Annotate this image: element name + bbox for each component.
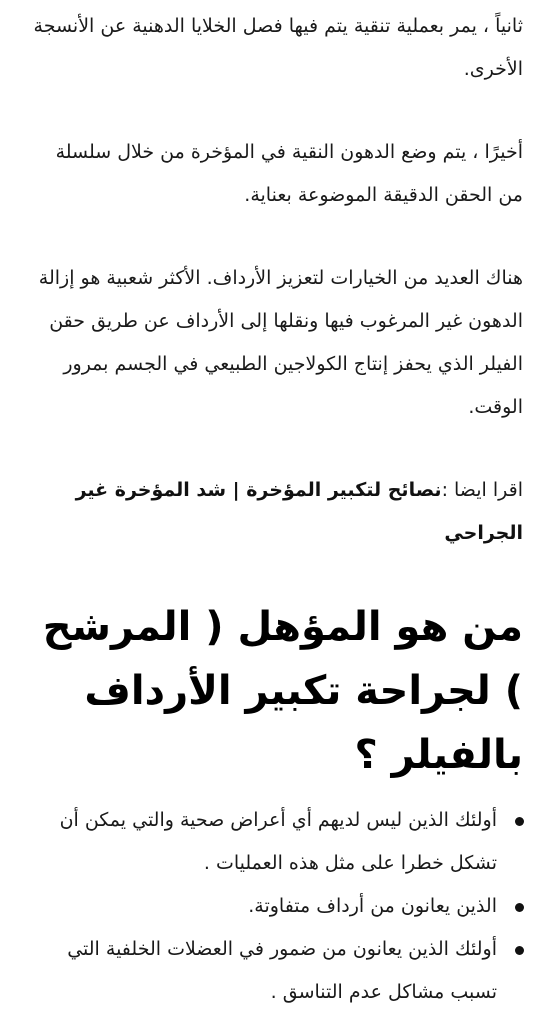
list-item-text: الذين يعانون من أرداف متفاوتة. — [248, 895, 497, 917]
read-also-label: اقرا ايضا : — [441, 479, 523, 501]
bullet-icon — [515, 817, 524, 826]
read-also — [28, 469, 523, 555]
list-item — [28, 928, 497, 1014]
list-item-text: أولئك الذين يعانون من ضمور في العضلات الخلفية التي تسبب مشاكل عدم التناسق . — [67, 938, 497, 1003]
read-also-link[interactable]: نصائح لتكبير المؤخرة | شد المؤخرة غير الجراحي — [75, 479, 523, 544]
paragraph-options: هناك العديد من الخيارات لتعزيز الأرداف. الأكثر شعبية هو إزالة الدهون غير المرغوب فيها ونقلها إلى الأرداف عن طريق حقن الفيلر الذي يحفز إنتاج الكولاجين الطبيعي في الجسم بمرور الوقت. — [38, 267, 523, 418]
candidate-list — [28, 799, 523, 1014]
paragraph-injection: أخيرًا ، يتم وضع الدهون النقية في المؤخرة من خلال سلسلة من الحقن الدقيقة الموضوعة بعناية. — [55, 141, 523, 206]
list-item-text: أولئك الذين ليس لديهم أي أعراض صحية والتي يمكن أن تشكل خطرا على مثل هذه العمليات . — [59, 809, 497, 874]
list-item — [28, 799, 497, 885]
list-item — [28, 885, 497, 928]
section-heading: من هو المؤهل ( المرشح ) لجراحة تكبير الأرداف بالفيلر ؟ — [42, 604, 523, 778]
bullet-icon — [515, 903, 524, 912]
bullet-icon — [515, 946, 524, 955]
article-content — [28, 0, 523, 1014]
paragraph-purification: ثانياً ، يمر بعملية تنقية يتم فيها فصل الخلايا الدهنية عن الأنسجة الأخرى. — [33, 15, 523, 80]
